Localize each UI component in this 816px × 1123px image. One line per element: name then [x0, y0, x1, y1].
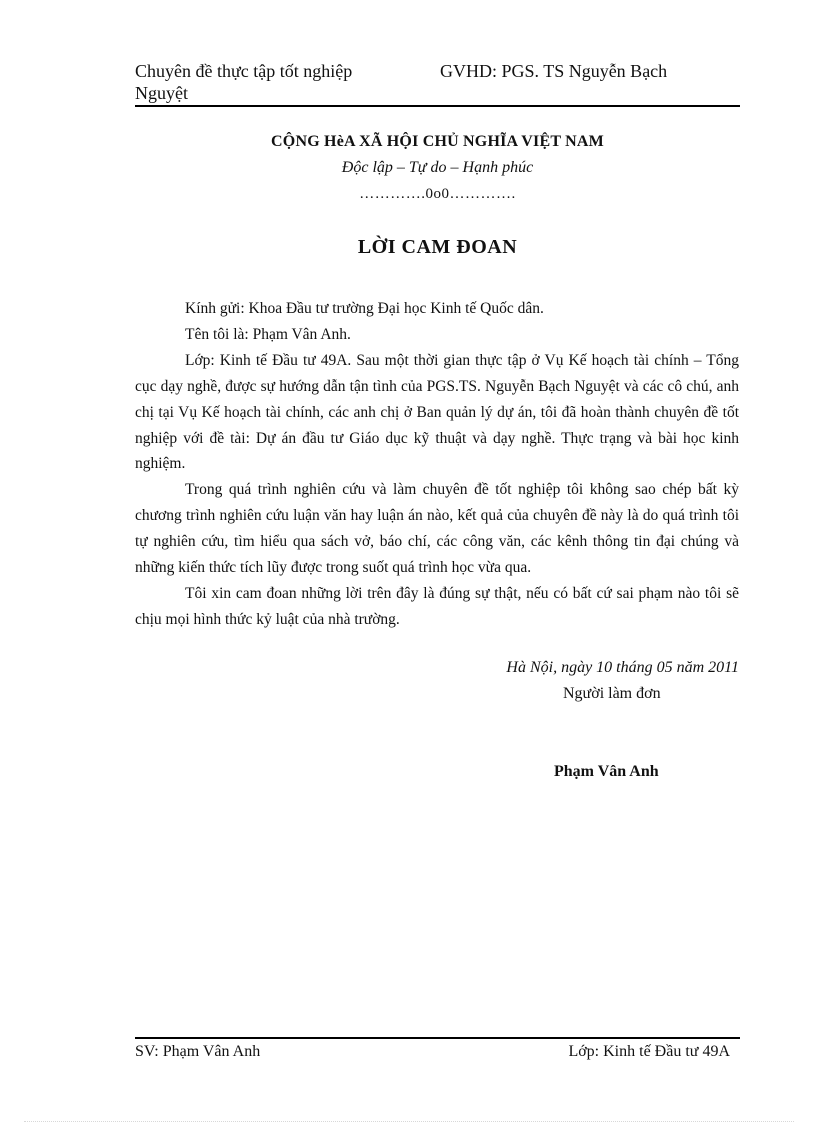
paragraph-name: Tên tôi là: Phạm Vân Anh. — [185, 325, 351, 343]
paragraph-class: Lớp: Kinh tế Đầu tư 49A. Sau một thời gian thực tập ở Vụ Kế hoạch tài chính – Tổng cục dạy nghề, được sự hướng dẫn tận tình của PGS.TS. Nguyễn Bạch Nguyệt và các cô chú, anh chị tại Vụ Kế hoạch tài chính, các anh chị ở Ban quản lý dự án, tôi đã hoàn thành chuyên đề tốt nghiệp với đề tài: Dự án đầu tư Giáo dục kỹ thuật và dạy nghề. Thực trạng và bài học kinh nghiệm. — [135, 351, 739, 473]
footer-class: Lớp: Kinh tế Đầu tư 49A — [568, 1043, 730, 1060]
page-bottom-edge — [24, 1121, 794, 1122]
paragraph-pledge: Tôi xin cam đoan những lời trên đây là đúng sự thật, nếu có bất cứ sai phạm nào tôi sẽ chịu mọi hình thức kỷ luật của nhà trường. — [135, 584, 739, 628]
signature-name: Phạm Vân Anh — [554, 763, 659, 780]
header-advisor-continuation: Nguyệt — [135, 83, 188, 103]
nation-separator: ………….0o0…………. — [359, 186, 516, 202]
nation-title: CỘNG HèA XÃ HỘI CHỦ NGHĨA VIỆT NAM — [271, 133, 604, 150]
header-divider — [135, 105, 740, 107]
paragraph-research: Trong quá trình nghiên cứu và làm chuyên đề tốt nghiệp tôi không sao chép bất kỳ chương trình nghiên cứu luận văn hay luận án nào, kết quả của chuyên đề này là do quá trình tôi tự nghiên cứu, tìm hiểu qua sách vở, báo chí, các công văn, các kênh thông tin đại chúng và những kiến thức tích lũy được trong suốt quá trình học vừa qua. — [135, 481, 739, 577]
signature-date: Hà Nội, ngày 10 tháng 05 năm 2011 — [506, 659, 739, 676]
nation-motto: Độc lập – Tự do – Hạnh phúc — [341, 159, 534, 176]
page-header — [135, 60, 740, 106]
document-body — [135, 296, 739, 633]
signature-role: Người làm đơn — [563, 685, 661, 702]
header-left — [135, 60, 435, 104]
footer-divider — [135, 1037, 740, 1039]
header-thesis-label: Chuyên đề thực tập tốt nghiệp — [135, 61, 353, 81]
footer-student: SV: Phạm Vân Anh — [135, 1043, 261, 1060]
paragraph-recipient: Kính gửi: Khoa Đầu tư trường Đại học Kinh tế Quốc dân. — [185, 300, 544, 317]
header-advisor: GVHD: PGS. TS Nguyễn Bạch — [440, 61, 668, 81]
document-title: LỜI CAM ĐOAN — [357, 236, 518, 258]
